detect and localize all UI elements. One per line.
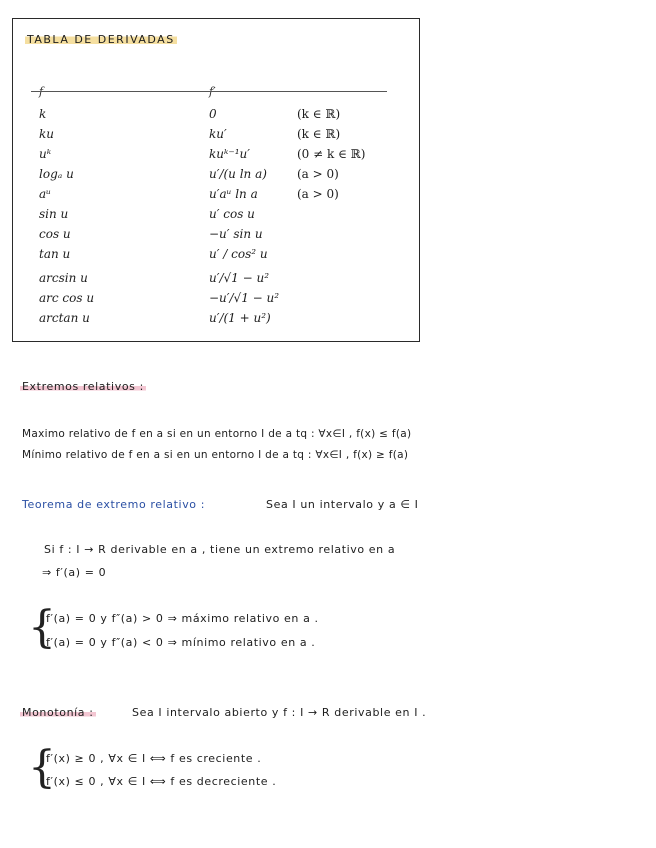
monotonia-title: Monotonía : (22, 706, 94, 719)
table-row: aᵘ u′aᵘ ln a (a > 0) (39, 187, 339, 201)
left-brace: { (28, 742, 56, 793)
left-brace: { (28, 602, 56, 653)
teorema-statement: Sea I un intervalo y a ∈ I (266, 498, 419, 511)
case-maximo: f′(a) = 0 y f″(a) > 0 ⇒ máximo relativo en a . (46, 612, 319, 625)
table-row: k 0 (k ∈ ℝ) (39, 107, 341, 121)
table-row: ku ku′ (k ∈ ℝ) (39, 127, 341, 141)
table-row: arctan u u′/(1 + u²) (39, 311, 271, 325)
case-minimo: f′(a) = 0 y f″(a) < 0 ⇒ mínimo relativo en a . (46, 636, 316, 649)
header-divider (31, 91, 387, 92)
table-row: sin u u′ cos u (39, 207, 255, 221)
extremos-title: Extremos relativos : (22, 380, 144, 393)
header-f: f (39, 85, 44, 98)
table-row: tan u u′ / cos² u (39, 247, 268, 261)
table-title: TABLA DE DERIVADAS (27, 33, 175, 46)
header-fprime: f′ (209, 85, 216, 98)
table-row: arc cos u −u′/√1 − u² (39, 291, 280, 305)
derivative-table (12, 18, 420, 342)
case-creciente: f′(x) ≥ 0 , ∀x ∈ I ⟺ f es creciente . (46, 752, 262, 765)
table-row: arcsin u u′/√1 − u² (39, 271, 269, 285)
table-row: logₐ u u′/(u ln a) (a > 0) (39, 167, 339, 181)
maximo-definition: Maximo relativo de f en a si en un entorno I de a tq : ∀x∈I , f(x) ≤ f(a) (22, 428, 412, 440)
teorema-line-2: ⇒ f′(a) = 0 (42, 566, 107, 579)
teorema-title: Teorema de extremo relativo : (22, 498, 206, 511)
teorema-line-1: Si f : I → R derivable en a , tiene un extremo relativo en a (44, 543, 396, 556)
monotonia-statement: Sea I intervalo abierto y f : I → R derivable en I . (132, 706, 427, 719)
case-decreciente: f′(x) ≤ 0 , ∀x ∈ I ⟺ f es decreciente . (46, 775, 277, 788)
minimo-definition: Mínimo relativo de f en a si en un entorno I de a tq : ∀x∈I , f(x) ≥ f(a) (22, 449, 409, 461)
table-row: uᵏ kuᵏ⁻¹u′ (0 ≠ k ∈ ℝ) (39, 147, 366, 161)
table-row: cos u −u′ sin u (39, 227, 263, 241)
